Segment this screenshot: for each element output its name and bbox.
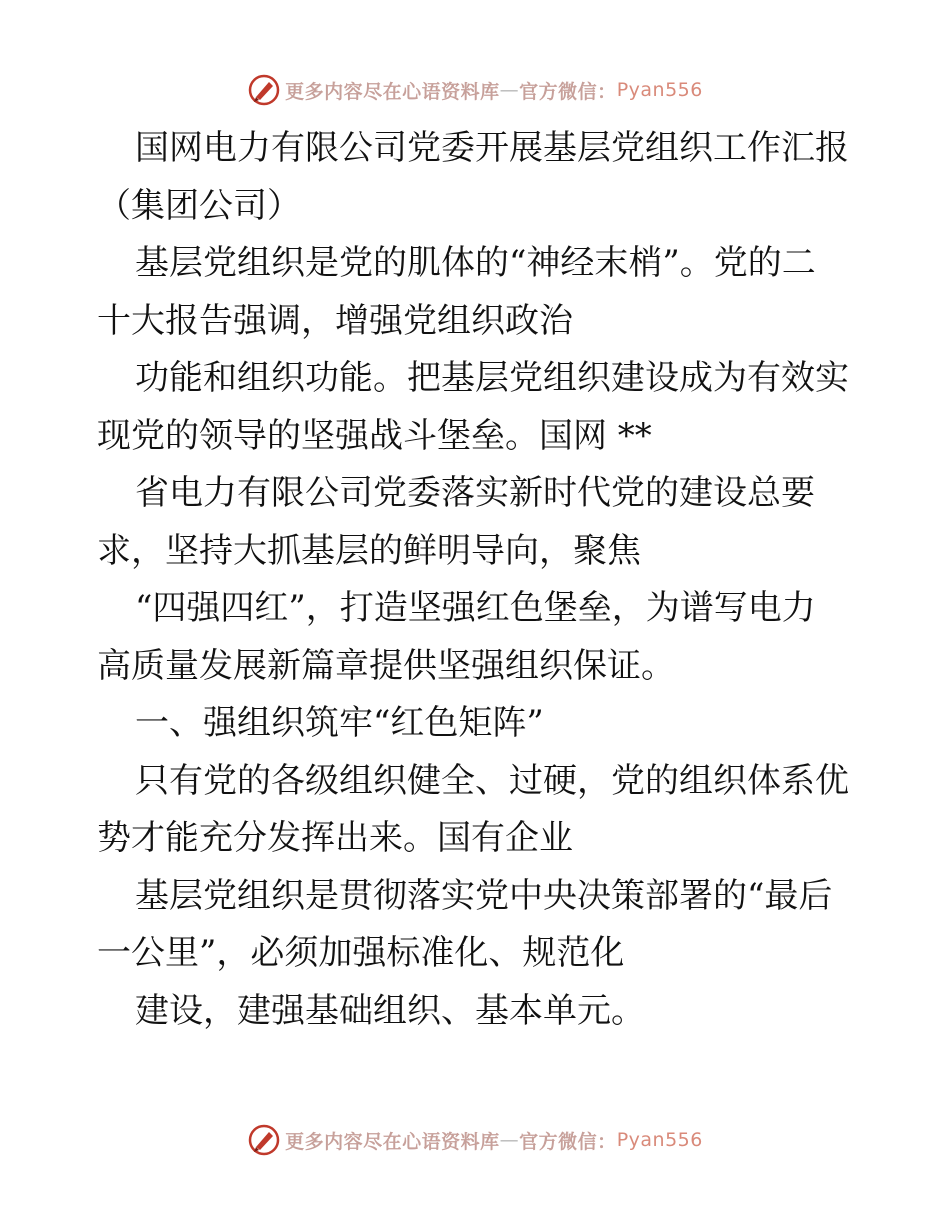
watermark-site-text: 更多内容尽在心语资料库	[285, 80, 500, 103]
paragraph-line: 十大报告强调，增强党组织政治	[97, 300, 573, 341]
watermark-header	[0, 70, 950, 110]
document-subtitle-line: （集团公司）	[97, 185, 301, 226]
paragraph-line: 求，坚持大抓基层的鲜明导向，聚焦	[97, 530, 641, 571]
paragraph-line: 一公里”，必须加强标准化、规范化	[97, 933, 625, 973]
section-heading: 一、强组织筑牢“红色矩阵”	[135, 703, 544, 743]
watermark-handle: Pyan556	[616, 1129, 703, 1151]
watermark-footer	[0, 1120, 950, 1160]
watermark-contact-label: 官方微信：	[519, 80, 617, 103]
paragraph-line: “四强四红”，打造坚强红色堡垒，为谱写电力	[135, 588, 816, 628]
paragraph-line: 现党的领导的坚强战斗堡垒。国网 **	[97, 415, 652, 456]
watermark-handle: Pyan556	[616, 79, 703, 101]
paragraph-line: 省电力有限公司党委落实新时代党的建设总要	[135, 473, 815, 513]
paragraph-line: 功能和组织功能。把基层党组织建设成为有效实	[135, 358, 849, 398]
document-title-line: 国网电力有限公司党委开展基层党组织工作汇报	[135, 128, 849, 168]
watermark-contact-label: 官方微信：	[519, 1130, 617, 1153]
paragraph-line: 基层党组织是贯彻落实党中央决策部署的“最后	[135, 875, 833, 916]
paragraph-line: 建设，建强基础组织、基本单元。	[135, 990, 645, 1031]
document-body	[97, 120, 857, 1040]
watermark-separator: —	[499, 79, 520, 101]
paragraph-line: 势才能充分发挥出来。国有企业	[97, 818, 573, 858]
watermark-site-text: 更多内容尽在心语资料库	[285, 1130, 500, 1153]
pen-logo-icon	[247, 73, 281, 107]
watermark-separator: —	[499, 1129, 520, 1151]
paragraph-line: 高质量发展新篇章提供坚强组织保证。	[97, 645, 675, 686]
pen-logo-icon	[247, 1123, 281, 1157]
paragraph-line: 基层党组织是党的肌体的“神经末梢”。党的二	[135, 243, 816, 283]
paragraph-line: 只有党的各级组织健全、过硬，党的组织体系优	[135, 760, 849, 801]
